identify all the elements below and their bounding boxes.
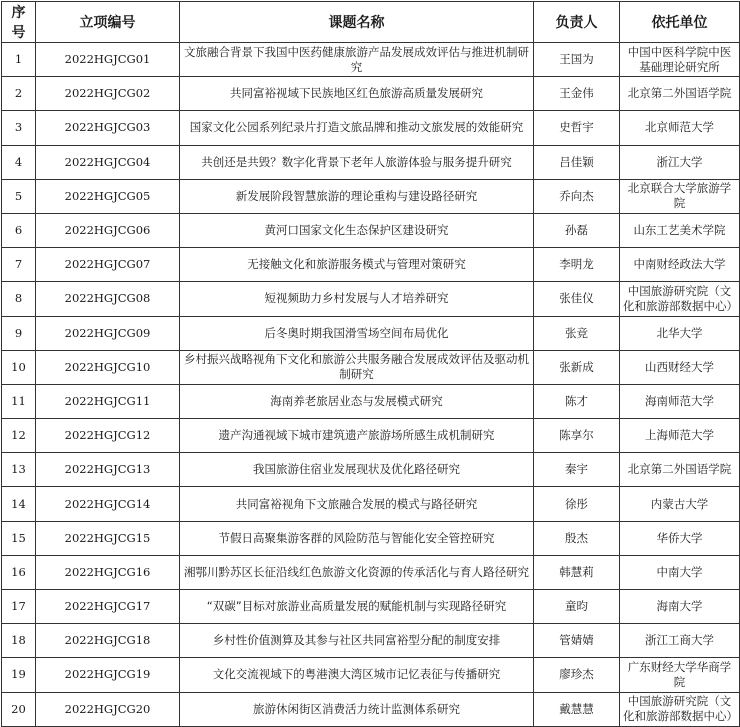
row-index: 20 (2, 692, 36, 726)
header-unit: 依托单位 (620, 2, 740, 43)
row-project-title: 黄河口国家文化生态保护区建设研究 (180, 213, 534, 247)
row-unit: 北京第二外国语学院 (620, 77, 740, 111)
row-project-title: 乡村性价值测算及其参与社区共同富裕型分配的制度安排 (180, 624, 534, 658)
row-unit: 山东工艺美术学院 (620, 213, 740, 247)
row-unit: 北京第二外国语学院 (620, 453, 740, 487)
table-row (2, 624, 740, 658)
row-unit: 北京联合大学旅游学院 (620, 179, 740, 213)
row-index: 1 (2, 43, 36, 77)
row-index: 12 (2, 419, 36, 453)
row-project-code: 2022HGJCG08 (36, 282, 180, 316)
row-project-title: 文化交流视域下的粤港澳大湾区城市记忆表征与传播研究 (180, 658, 534, 692)
table-row (2, 453, 740, 487)
row-leader: 韩慧莉 (534, 555, 620, 589)
row-leader: 王金伟 (534, 77, 620, 111)
table-row (2, 316, 740, 350)
row-leader: 管婧婧 (534, 624, 620, 658)
row-project-code: 2022HGJCG15 (36, 521, 180, 555)
row-unit: 海南师范大学 (620, 384, 740, 418)
project-table (1, 1, 740, 727)
row-leader: 张佳仪 (534, 282, 620, 316)
row-unit: 中南大学 (620, 555, 740, 589)
row-index: 4 (2, 145, 36, 179)
header-project-title: 课题名称 (180, 2, 534, 43)
table-row (2, 145, 740, 179)
table-body (2, 43, 740, 727)
table-row (2, 77, 740, 111)
header-project-code: 立项编号 (36, 2, 180, 43)
row-leader: 陈才 (534, 384, 620, 418)
row-leader: 张竞 (534, 316, 620, 350)
row-unit: 华侨大学 (620, 521, 740, 555)
row-leader: 史哲宇 (534, 111, 620, 145)
row-unit: 中国中医科学院中医基础理论研究所 (620, 43, 740, 77)
row-project-code: 2022HGJCG17 (36, 590, 180, 624)
table-row (2, 419, 740, 453)
row-project-code: 2022HGJCG03 (36, 111, 180, 145)
row-unit: 浙江工商大学 (620, 624, 740, 658)
row-project-code: 2022HGJCG11 (36, 384, 180, 418)
row-index: 19 (2, 658, 36, 692)
row-project-code: 2022HGJCG01 (36, 43, 180, 77)
row-leader: 戴慧慧 (534, 692, 620, 726)
row-project-title: 共同富裕视域下民族地区红色旅游高质量发展研究 (180, 77, 534, 111)
row-project-code: 2022HGJCG05 (36, 179, 180, 213)
row-leader: 殷杰 (534, 521, 620, 555)
table-row (2, 179, 740, 213)
row-index: 14 (2, 487, 36, 521)
row-leader: 童昀 (534, 590, 620, 624)
row-project-title: 国家文化公园系列纪录片打造文旅品牌和推动文旅发展的效能研究 (180, 111, 534, 145)
row-project-code: 2022HGJCG09 (36, 316, 180, 350)
row-index: 3 (2, 111, 36, 145)
row-index: 8 (2, 282, 36, 316)
row-project-title: 共同富裕视角下文旅融合发展的模式与路径研究 (180, 487, 534, 521)
table-row (2, 111, 740, 145)
table-row (2, 521, 740, 555)
row-unit: 北华大学 (620, 316, 740, 350)
table-row (2, 384, 740, 418)
row-project-code: 2022HGJCG14 (36, 487, 180, 521)
row-index: 7 (2, 248, 36, 282)
row-index: 5 (2, 179, 36, 213)
table-row (2, 658, 740, 692)
row-project-code: 2022HGJCG16 (36, 555, 180, 589)
table-row (2, 692, 740, 726)
row-leader: 乔向杰 (534, 179, 620, 213)
table-row (2, 555, 740, 589)
row-project-title: 短视频助力乡村发展与人才培养研究 (180, 282, 534, 316)
row-project-code: 2022HGJCG04 (36, 145, 180, 179)
row-project-title: 共创还是共毁？数字化背景下老年人旅游体验与服务提升研究 (180, 145, 534, 179)
row-project-code: 2022HGJCG02 (36, 77, 180, 111)
row-project-code: 2022HGJCG13 (36, 453, 180, 487)
row-leader: 吕佳颖 (534, 145, 620, 179)
row-project-title: 乡村振兴战略视角下文化和旅游公共服务融合发展成效评估及驱动机制研究 (180, 350, 534, 384)
row-leader: 李明龙 (534, 248, 620, 282)
row-leader: 王国为 (534, 43, 620, 77)
row-leader: 孙磊 (534, 213, 620, 247)
table-row (2, 213, 740, 247)
row-project-title: “双碳”目标对旅游业高质量发展的赋能机制与实现路径研究 (180, 590, 534, 624)
header-leader: 负责人 (534, 2, 620, 43)
row-unit: 浙江大学 (620, 145, 740, 179)
row-index: 13 (2, 453, 36, 487)
row-leader: 廖珍杰 (534, 658, 620, 692)
row-project-code: 2022HGJCG07 (36, 248, 180, 282)
row-unit: 海南大学 (620, 590, 740, 624)
row-unit: 中国旅游研究院（文化和旅游部数据中心） (620, 692, 740, 726)
row-project-title: 遗产沟通视域下城市建筑遗产旅游场所感生成机制研究 (180, 419, 534, 453)
row-index: 17 (2, 590, 36, 624)
row-project-code: 2022HGJCG20 (36, 692, 180, 726)
row-unit: 广东财经大学华商学院 (620, 658, 740, 692)
table-row (2, 248, 740, 282)
row-index: 16 (2, 555, 36, 589)
row-unit: 上海师范大学 (620, 419, 740, 453)
row-project-title: 新发展阶段智慧旅游的理论重构与建设路径研究 (180, 179, 534, 213)
table-row (2, 350, 740, 384)
row-index: 6 (2, 213, 36, 247)
row-unit: 中南财经政法大学 (620, 248, 740, 282)
row-unit: 北京师范大学 (620, 111, 740, 145)
row-unit: 内蒙古大学 (620, 487, 740, 521)
row-index: 9 (2, 316, 36, 350)
row-project-title: 旅游休闲街区消费活力统计监测体系研究 (180, 692, 534, 726)
table-row (2, 590, 740, 624)
row-index: 10 (2, 350, 36, 384)
row-project-title: 无接触文化和旅游服务模式与管理对策研究 (180, 248, 534, 282)
row-project-title: 湘鄂川黔苏区长征沿线红色旅游文化资源的传承活化与育人路径研究 (180, 555, 534, 589)
row-index: 2 (2, 77, 36, 111)
row-leader: 秦宇 (534, 453, 620, 487)
row-project-title: 我国旅游住宿业发展现状及优化路径研究 (180, 453, 534, 487)
row-project-code: 2022HGJCG12 (36, 419, 180, 453)
table-row (2, 282, 740, 316)
row-project-code: 2022HGJCG10 (36, 350, 180, 384)
row-leader: 徐彤 (534, 487, 620, 521)
row-leader: 张新成 (534, 350, 620, 384)
row-leader: 陈享尔 (534, 419, 620, 453)
table-header-row (2, 2, 740, 43)
row-project-code: 2022HGJCG06 (36, 213, 180, 247)
row-project-title: 文旅融合背景下我国中医药健康旅游产品发展成效评估与推进机制研究 (180, 43, 534, 77)
row-index: 11 (2, 384, 36, 418)
row-unit: 山西财经大学 (620, 350, 740, 384)
row-project-code: 2022HGJCG18 (36, 624, 180, 658)
row-index: 18 (2, 624, 36, 658)
row-project-title: 海南养老旅居业态与发展模式研究 (180, 384, 534, 418)
row-project-title: 后冬奥时期我国滑雪场空间布局优化 (180, 316, 534, 350)
row-project-code: 2022HGJCG19 (36, 658, 180, 692)
header-index: 序号 (2, 2, 36, 43)
table-row (2, 487, 740, 521)
row-project-title: 节假日高聚集游客群的风险防范与智能化安全管控研究 (180, 521, 534, 555)
row-unit: 中国旅游研究院（文化和旅游部数据中心） (620, 282, 740, 316)
table-row (2, 43, 740, 77)
row-index: 15 (2, 521, 36, 555)
